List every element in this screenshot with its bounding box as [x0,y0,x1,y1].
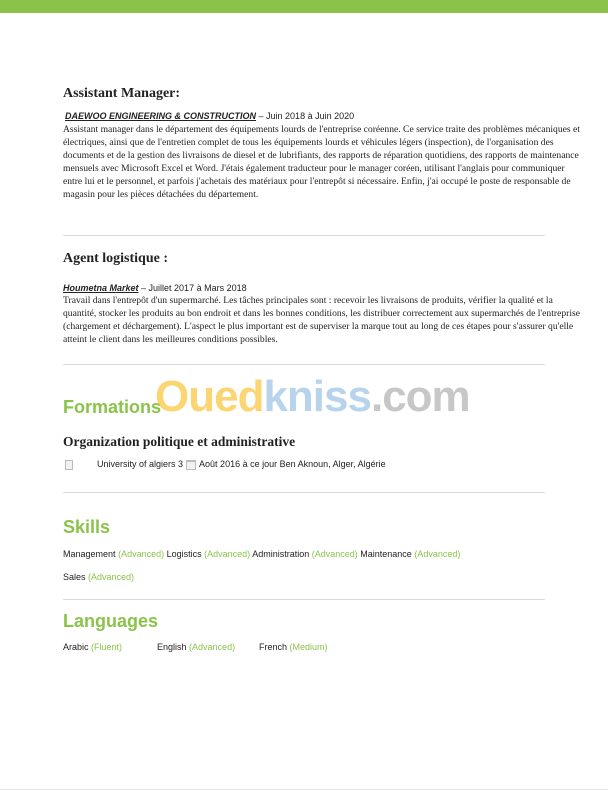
skills-row [63,572,134,582]
skill-level: (Advanced) [88,572,135,582]
language-item [157,642,259,652]
language-name: Arabic [63,642,89,652]
page-bottom-edge [0,789,608,790]
skill-level: (Advanced) [204,549,251,559]
language-item [259,642,328,652]
section-divider [63,492,545,493]
language-level: (Medium) [289,642,328,652]
language-name: English [157,642,187,652]
job-title-agent-logistique: Agent logistique : [63,251,168,266]
skill-name: Logistics [166,549,202,559]
calendar-icon [186,460,196,470]
company-name: DAEWOO ENGINEERING & CONSTRUCTION [65,111,257,121]
skill-name: Maintenance [360,549,412,559]
skill-name: Sales [63,572,86,582]
education-details-line [63,459,386,470]
section-divider [63,599,545,600]
job-description: Assistant manager dans le département des équipements lourds de l'entreprise coréenne. Ce service traite des problèmes mécaniques et électriques, ainsi que de l'entretien complet de tous les équipements lourds et véhicules légers (inspection), de l'organisation des documents et de la gestion des livraisons de diesel et de lubrifiants, des rapports de réparation quotidiens, des rapports de maintenance mensuels avec Microsoft Excel et Word. J'étais également traducteur pour le manager coréen, utilisant l'anglais pour communiquer entre lui et le personnel, et parfois j'achetais des matériaux pour l'entrepôt si nécessaire. Enfin, j'ai occupé le poste de responsable de magasin pour les pièces détachées du département. [63,124,580,200]
skill-name: Administration [252,549,310,559]
language-level: (Advanced) [189,642,236,652]
section-heading-formations: Formations [63,397,162,417]
job-company-line [63,111,354,121]
education-title: Organization politique et administrative [63,434,296,449]
job-dates: – Juin 2018 à Juin 2020 [258,111,355,121]
skill-level: (Advanced) [118,549,165,559]
skill-level: (Advanced) [414,549,461,559]
section-heading-skills: Skills [63,517,111,537]
section-divider [63,235,545,236]
education-dates-location: Août 2016 à ce jour Ben Aknoun, Alger, Algérie [199,459,386,469]
ouedkniss-watermark: Ouedkniss.com [155,372,470,421]
section-heading-languages: Languages [63,611,159,631]
languages-row [63,642,328,652]
language-item [63,642,157,652]
education-school: University of algiers 3 [97,459,184,469]
skill-level: (Advanced) [311,549,358,559]
language-name: French [259,642,288,652]
section-divider [63,364,545,365]
language-level: (Fluent) [91,642,123,652]
skill-name: Management [63,549,116,559]
job-dates: – Juillet 2017 à Mars 2018 [141,283,247,293]
document-icon [65,460,73,470]
job-title-assistant-manager: Assistant Manager: [63,86,181,101]
job-company-line [63,283,247,293]
top-accent-bar [0,0,608,13]
skills-row [63,549,460,559]
job-description: Travail dans l'entrepôt d'un supermarché. Les tâches principales sont : recevoir les livraisons de produits, vérifier la qualité et la quantité, stocker les produits au bon endroit et dans les bonnes conditions, les distribuer correctement aux supermarchés de l'entreprise (chargement et déchargement). L'aspect le plus important est de superviser la marque tout au long de ces étapes pour s'assurer qu'elle atteint le client dans les meilleures conditions possibles. [63,295,580,345]
company-name: Houmetna Market [63,283,139,293]
